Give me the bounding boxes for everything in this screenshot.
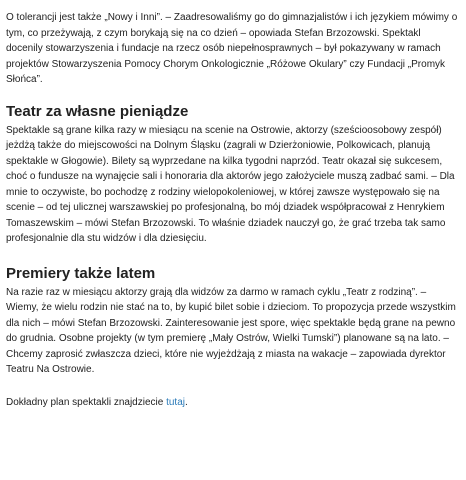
schedule-note-end: . [185,396,188,408]
schedule-note-text: Dokładny plan spektakli znajdziecie [6,396,167,408]
section-heading-own-money: Teatr za własne pieniądze [6,102,189,120]
schedule-link[interactable]: tutaj [166,396,185,408]
intro-paragraph: O tolerancji jest także „Nowy i Inni”. – Zaadresowaliśmy go do gimnazjalistów i ich językiem mówimy o tym, co przeżywają, z czym borykają się na co dzień – opowiada Stefan Brzozowski. Spektakl docenily stowarzyszenia i fundacje na rzecz osób niepełnosprawnych – był pokazywany w ramach projektów Stowarzyszenia Pomocy Chorym Onkologicznie „Różowe Okulary” czy Fundacji „Promyk Słońca”. [6,12,458,85]
section-own-money [6,102,460,247]
section-paragraph-summer-premieres: Na razie raz w miesiącu aktorzy grają dla widzów za darmo w ramach cyklu „Teatr z rodziną”. – Wiemy, że wielu rodzin nie stać na to, by kupić bilet sobie i dzieciom. To propozycja przede wszystkim dla nich – mówi Stefan Brzozowski. Zainteresowanie jest spore, więc spektakle będą grane na pewno do grudnia. Osobne projekty (w tym premierę „Mały Ostrów, Wielki Tumski”) planowane są na lato. – Chcemy zaprosić zwłaszcza dzieci, które nie wyjeżdżają z miasta na wakacje – zapowiada dyrektor Teatru Na Ostrowie. [6,286,456,375]
section-heading-summer-premieres: Premiery także latem [6,264,156,282]
section-summer-premieres [6,264,460,378]
schedule-note [6,395,460,411]
section-paragraph-own-money: Spektakle są grane kilka razy w miesiącu na scenie na Ostrowie, aktorzy (sześcioosobowy zespół) jeżdżą także do miejscowości na Dolnym Śląsku (zagrali w Dzierżoniowie, Polkowicach, planują spektakle w Głogowie). Bilety są wyprzedane na kilka tygodni naprzód. Teatr okazał się sukcesem, choć o fundusze na wynajęcie sali i honoraria dla aktorów jego założyciele muszą zadbać sami. – Dla mnie to oczywiste, bo pochodzę z rodziny wielopokoleniowej, w której zawsze występowało się na scenie – od tej ulicznej warszawskiej po profesjonalną, bo mój dziadek współpracował z Henrykiem Tomaszewskim – mówi Stefan Brzozowski. To właśnie dziadek nauczył go, że grać trzeba tak samo profesjonalnie dla stu widzów i dla dziesięciu. [6,124,455,244]
